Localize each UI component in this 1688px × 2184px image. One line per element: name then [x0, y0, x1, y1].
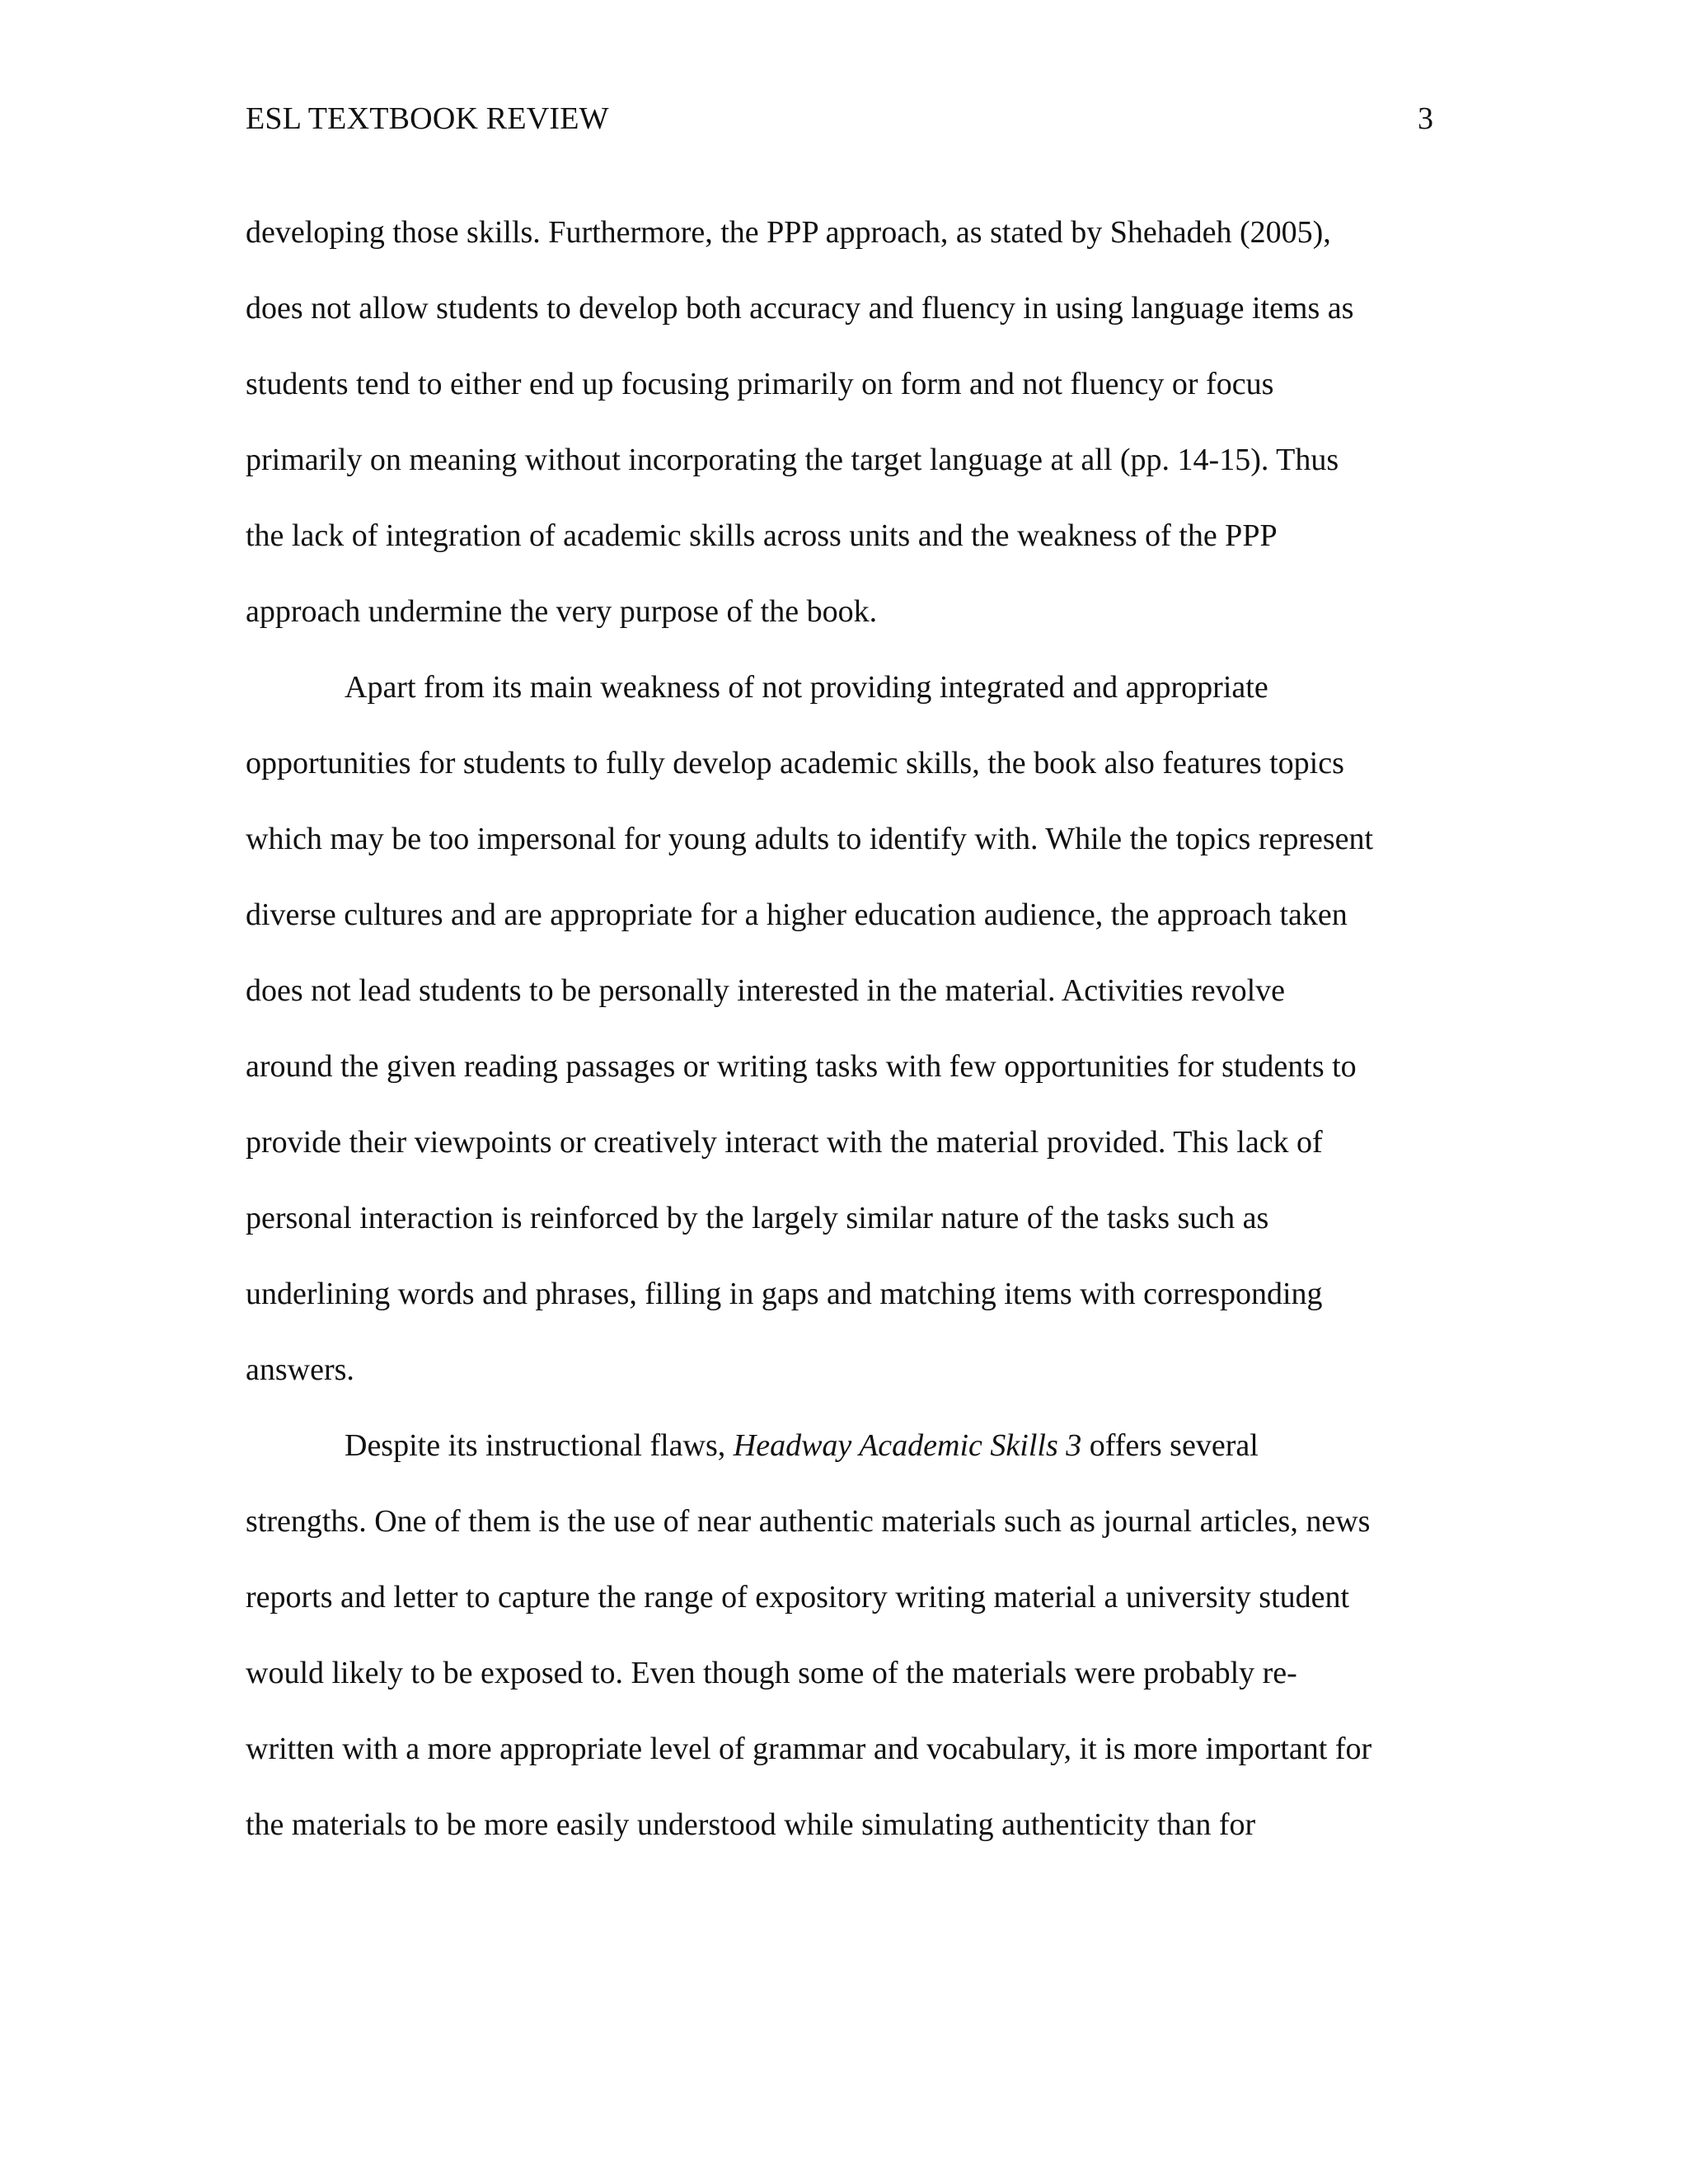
running-head: ESL TEXTBOOK REVIEW [246, 101, 609, 136]
paragraph-1-line: developing those skills. Furthermore, the PPP approach, as stated by Shehadeh (2005), [246, 215, 1331, 250]
paragraph-1-line: approach undermine the very purpose of the book. [246, 594, 878, 629]
book-title: Headway Academic Skills 3 [733, 1428, 1082, 1463]
paragraph-2-line: does not lead students to be personally interested in the material. Activities revolve [246, 973, 1286, 1008]
paragraph-1-line: students tend to either end up focusing primarily on form and not fluency or focus [246, 367, 1274, 401]
paragraph-1-line: does not allow students to develop both accuracy and fluency in using language items as [246, 291, 1354, 326]
paragraph-2-line: which may be too impersonal for young adults to identify with. While the topics represent [246, 822, 1374, 856]
paragraph-2-line: opportunities for students to fully develop academic skills, the book also features topics [246, 746, 1344, 780]
paragraph-3-text: Despite its instructional flaws, [345, 1428, 734, 1463]
paragraph-3-line: would likely to be exposed to. Even though some of the materials were probably re- [246, 1656, 1297, 1690]
paragraph-2-line: answers. [246, 1352, 354, 1387]
paragraph-2-line: diverse cultures and are appropriate for a higher education audience, the approach taken [246, 898, 1348, 932]
paragraph-1-line: the lack of integration of academic skills across units and the weakness of the PPP [246, 518, 1278, 553]
paragraph-2-line: underlining words and phrases, filling in gaps and matching items with corresponding [246, 1277, 1323, 1311]
paragraph-2-line: provide their viewpoints or creatively interact with the material provided. This lack of [246, 1125, 1323, 1160]
paragraph-2-line: around the given reading passages or writing tasks with few opportunities for students to [246, 1049, 1357, 1084]
paragraph-3-line: the materials to be more easily understood while simulating authenticity than for [246, 1807, 1256, 1842]
paragraph-3-text: offers several [1081, 1428, 1259, 1463]
paragraph-3 [246, 1408, 1446, 1863]
page-number: 3 [1418, 101, 1433, 136]
paragraph-3-line: reports and letter to capture the range of expository writing material a university student [246, 1580, 1350, 1615]
body-text [246, 194, 1446, 1863]
paragraph-1-line: primarily on meaning without incorporating the target language at all (pp. 14-15). Thus [246, 443, 1339, 477]
paragraph-3-line: strengths. One of them is the use of near authentic materials such as journal articles, news [246, 1504, 1371, 1539]
paragraph-3-line: written with a more appropriate level of grammar and vocabulary, it is more important for [246, 1732, 1372, 1766]
paragraph-2 [246, 649, 1446, 1408]
paragraph-2-line: Apart from its main weakness of not providing integrated and appropriate [345, 670, 1268, 705]
paragraph-1 [246, 194, 1446, 649]
paragraph-3-first-line [246, 1408, 1446, 1483]
paragraph-2-line: personal interaction is reinforced by the largely similar nature of the tasks such as [246, 1201, 1269, 1235]
